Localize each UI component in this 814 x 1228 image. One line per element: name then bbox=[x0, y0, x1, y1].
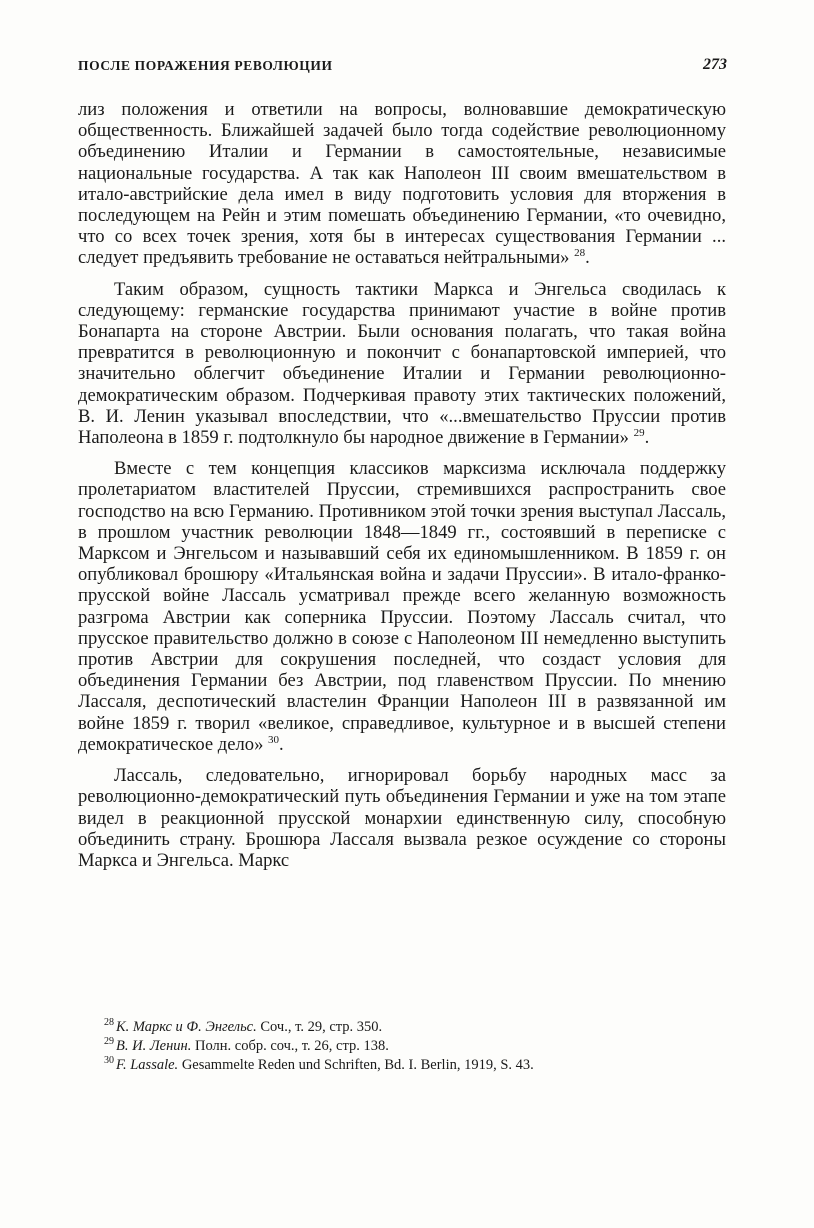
footnote-29 bbox=[78, 1037, 726, 1056]
footnote-text: Соч., т. 29, стр. 350. bbox=[260, 1019, 383, 1035]
running-head-title: ПОСЛЕ ПОРАЖЕНИЯ РЕВОЛЮЦИИ bbox=[78, 58, 333, 73]
body-text bbox=[78, 99, 726, 881]
paragraph-1: лиз положения и ответили на вопросы, волновавшие демократическую общественность. Ближайшей задачей было тогда содействие революционному объединению Италии и Германии в самостоятельные, независимые национальные государства. А так как Наполеон III своим вмешательством в итало-австрийские дела имел в виду подготовить условия для вторжения в последующем на Рейн и этим помешать объединению Германии, «то очевидно, что со всех точек зрения, хотя бы в интересах существования Германии ... следует предъявить требование не оставаться нейтральными» $^{28}$. bbox=[78, 99, 726, 269]
note-ref-30: 30 bbox=[268, 733, 280, 746]
footnote-text: Gesammelte Reden und Schriften, Bd. I. Berlin, 1919, S. 43. bbox=[181, 1057, 534, 1073]
note-ref-29: 29 bbox=[633, 426, 645, 439]
running-head bbox=[78, 58, 727, 82]
paragraph-3-text: Вместе с тем концепция классиков марксизма исключала поддержку пролетариатом властителей Пруссии, стремившихся распространить свое господство на всю Германию. Противником этой точки зрения выступал Лассаль, в прошлом участник революции 1848—1849 гг., состоявший в переписке с Марксом и Энгельсом и называвший себя их единомышленником. В 1859 г. он опубликовал брошюру «Итальянская война и задачи Пруссии». В итало-франко-прусской войне Лассаль усматривал прежде всего желанную возможность разгрома Австрии как соперника Пруссии. Поэтому Лассаль считал, что прусское правительство должно в союзе с Наполеоном III немедленно выступить против Австрии для сокрушения последней, что создаст условия для объединения Германии без Австрии, под главенством Пруссии. По мнению Лассаля, деспотический властелин Франции Наполеон III в развязанной им войне 1859 г. творил «великое, справедливое, культурное и в высшей степени демократическое дело» bbox=[78, 458, 726, 755]
footnote-author: В. И. Ленин. bbox=[116, 1038, 192, 1054]
footnote-author: F. Lassale. bbox=[116, 1057, 179, 1073]
note-ref-28: 28 bbox=[574, 247, 586, 260]
paragraph-4 bbox=[78, 765, 726, 871]
paragraph-3: Вместе с тем концепция классиков марксизма исключала поддержку пролетариатом властителей Пруссии, стремившихся распространить свое господство на всю Германию. Противником этой точки зрения выступал Лассаль, в прошлом участник революции 1848—1849 гг., состоявший в переписке с Марксом и Энгельсом и называвший себя их единомышленником. В 1859 г. он опубликовал брошюру «Итальянская война и задачи Пруссии». В итало-франко-прусской войне Лассаль усматривал прежде всего желанную возможность разгрома Австрии как соперника Пруссии. Поэтому Лассаль считал, что прусское правительство должно в союзе с Наполеоном III немедленно выступить против Австрии для сокрушения последней, что создаст условия для объединения Германии без Австрии, под главенством Пруссии. По мнению Лассаля, деспотический властелин Франции Наполеон III в развязанной им войне 1859 г. творил «великое, справедливое, культурное и в высшей степени демократическое дело» $^{30}$. bbox=[78, 458, 726, 755]
footnote-number: 28 bbox=[104, 1017, 114, 1029]
footnote-number: 29 bbox=[104, 1036, 114, 1048]
footnotes bbox=[78, 1018, 726, 1075]
page-number: 273 bbox=[703, 56, 727, 73]
paragraph-2: Таким образом, сущность тактики Маркса и Энгельса сводилась к следующему: германские государства принимают участие в войне против Бонапарта на стороне Австрии. Были основания полагать, что такая война превратится в революционную и покончит с бонапартовской империей, что значительно облегчит объединение Италии и Германии революционно-демократическим образом. Подчеркивая правоту этих тактических положений, В. И. Ленин указывал впоследствии, что «...вмешательство Пруссии против Наполеона в 1859 г. подтолкнуло бы народное движение в Германии» $^{29}$. bbox=[78, 278, 726, 449]
paragraph-4-text: Лассаль, следовательно, игнорировал борьбу народных масс за революционно-демократический путь объединения Германии и уже на том этапе видел в реакционной прусской монархии единственную силу, способную объединить страну. Брошюра Лассаля вызвала резкое осуждение со стороны Маркса и Энгельса. Маркс bbox=[78, 765, 726, 871]
footnote-28 bbox=[78, 1018, 726, 1037]
footnote-author: К. Маркс и Ф. Энгельс. bbox=[116, 1019, 257, 1035]
footnote-number: 30 bbox=[104, 1055, 114, 1067]
footnote-30 bbox=[78, 1056, 726, 1075]
footnote-text: Полн. собр. соч., т. 26, стр. 138. bbox=[194, 1038, 389, 1054]
paragraph-1-text: лиз положения и ответили на вопросы, волновавшие демократическую общественность. Ближайшей задачей было тогда содействие революционному объединению Италии и Германии в самостоятельные, независимые национальные государства. А так как Наполеон III своим вмешательством в итало-австрийские дела имел в виду подготовить условия для вторжения в последующем на Рейн и этим помешать объединению Германии, «то очевидно, что со всех точек зрения, хотя бы в интересах существования Германии ... следует предъявить требование не оставаться нейтральными» bbox=[78, 99, 726, 269]
paragraph-2-text: Таким образом, сущность тактики Маркса и Энгельса сводилась к следующему: германские государства принимают участие в войне против Бонапарта на стороне Австрии. Были основания полагать, что такая война превратится в революционную и покончит с бонапартовской империей, что значительно облегчит объединение Италии и Германии революционно-демократическим образом. Подчеркивая правоту этих тактических положений, В. И. Ленин указывал впоследствии, что «...вмешательство Пруссии против Наполеона в 1859 г. подтолкнуло бы народное движение в Германии» bbox=[78, 278, 726, 449]
